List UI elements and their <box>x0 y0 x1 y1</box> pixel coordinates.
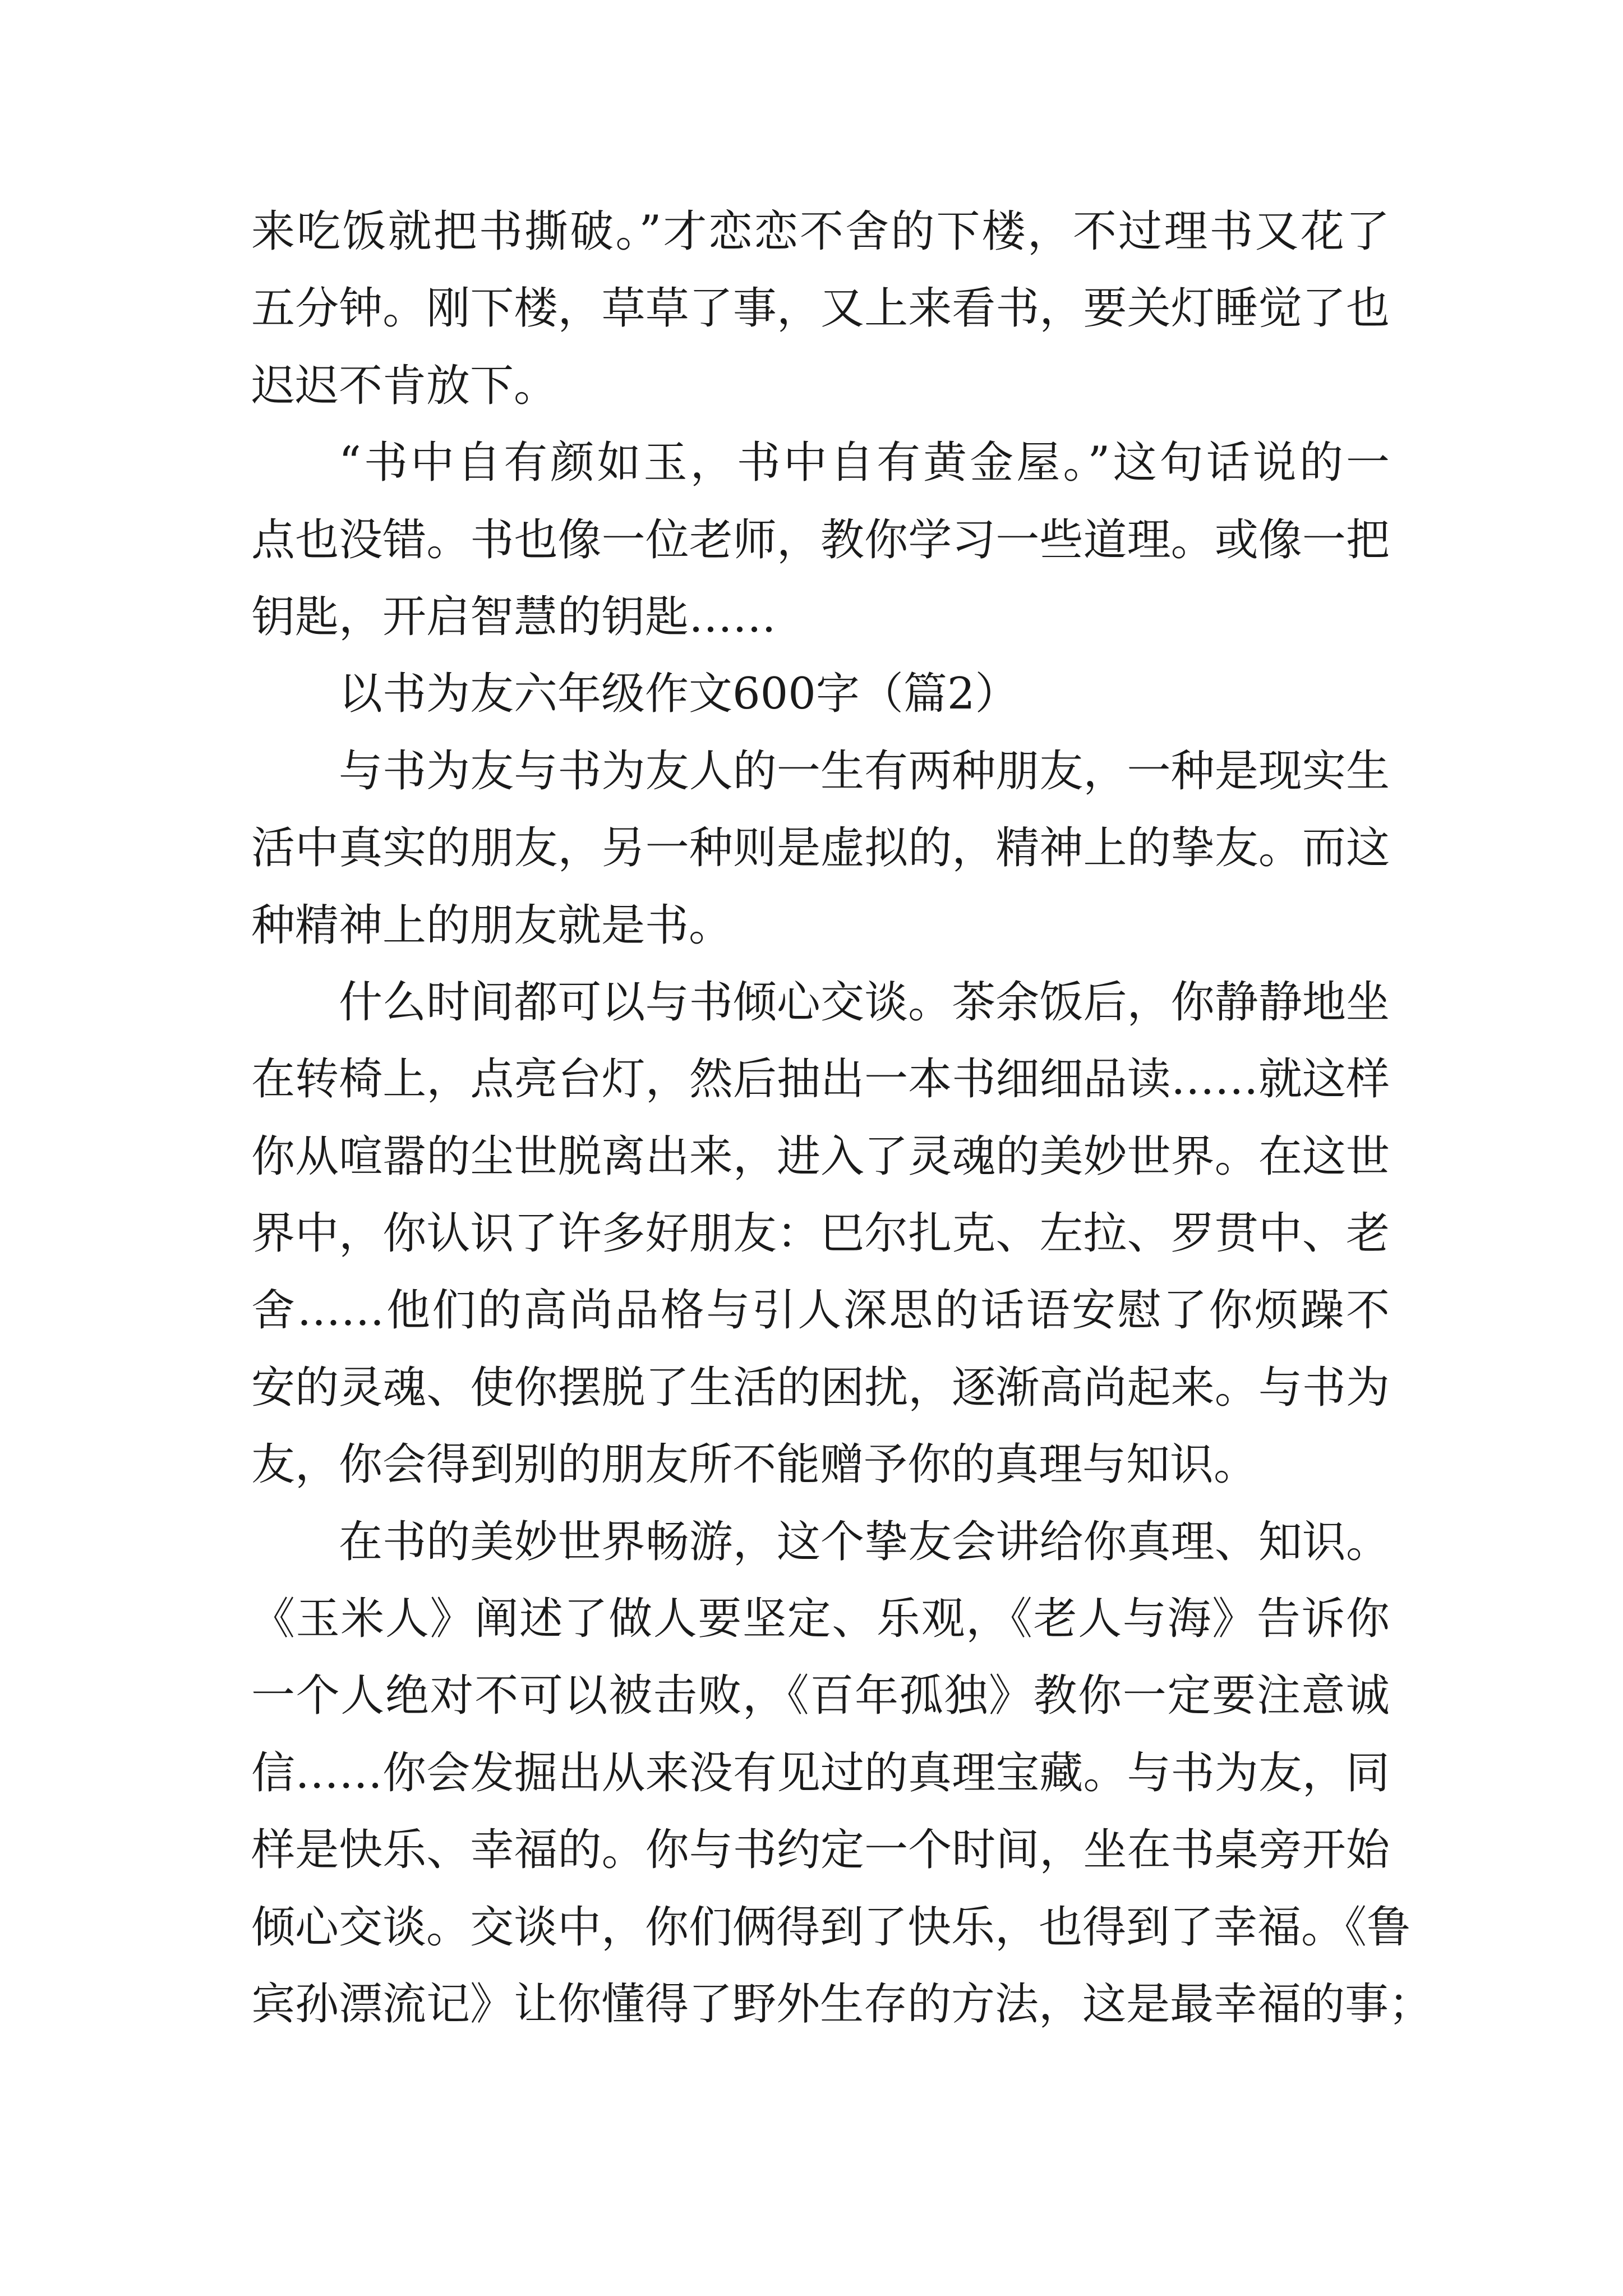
text-line: 倾心交谈。交谈中，你们俩得到了快乐，也得到了幸福。《鲁 <box>251 1902 1411 1953</box>
text-line: 样是快乐、幸福的。你与书约定一个时间，坐在书桌旁开始 <box>251 1825 1390 1876</box>
text-line: 舍……他们的高尚品格与引人深思的话语安慰了你烦躁不 <box>251 1285 1390 1336</box>
text-line: 安的灵魂、使你摆脱了生活的困扰，逐渐高尚起来。与书为 <box>251 1362 1390 1413</box>
text-line: 什么时间都可以与书倾心交谈。茶余饭后，你静静地坐 <box>339 977 1390 1028</box>
text-line: “书中自有颜如玉，书中自有黄金屋。”这句话说的一 <box>339 438 1390 489</box>
text-line: 点也没错。书也像一位老师，教你学习一些道理。或像一把 <box>251 514 1390 565</box>
text-line: 在转椅上，点亮台灯，然后抽出一本书细细品读……就这样 <box>251 1054 1390 1105</box>
text-line: 与书为友与书为友人的一生有两种朋友，一种是现实生 <box>339 746 1390 797</box>
text-line: 宾孙漂流记》让你懂得了野外生存的方法，这是最幸福的事； <box>251 1978 1433 2030</box>
text-line: 迟迟不肯放下。 <box>251 360 558 411</box>
text-line: 来吃饭就把书撕破。”才恋恋不舍的下楼，不过理书又花了 <box>251 206 1390 257</box>
text-line: 界中，你认识了许多好朋友：巴尔扎克、左拉、罗贯中、老 <box>251 1208 1390 1259</box>
text-line: 在书的美妙世界畅游，这个挚友会讲给你真理、知识。 <box>339 1516 1390 1567</box>
text-line: 种精神上的朋友就是书。 <box>251 900 733 951</box>
document-body <box>251 194 1433 2043</box>
text-line: 友，你会得到别的朋友所不能赠予你的真理与知识。 <box>251 1439 1258 1490</box>
text-line: 你从喧嚣的尘世脱离出来，进入了灵魂的美妙世界。在这世 <box>251 1131 1390 1182</box>
section-heading: 以书为友六年级作文600字（篇2） <box>339 669 1019 720</box>
text-line: 信……你会发掘出从来没有见过的真理宝藏。与书为友，同 <box>251 1747 1390 1798</box>
text-line: 一个人绝对不可以被击败，《百年孤独》教你一定要注意诚 <box>251 1671 1390 1722</box>
text-line: 钥匙，开启智慧的钥匙…… <box>251 591 777 642</box>
text-line: 活中真实的朋友，另一种则是虚拟的，精神上的挚友。而这 <box>251 823 1390 874</box>
text-line: 五分钟。刚下楼，草草了事，又上来看书，要关灯睡觉了也 <box>251 283 1390 334</box>
text-line: 《玉米人》阐述了做人要坚定、乐观，《老人与海》告诉你 <box>251 1594 1390 1645</box>
